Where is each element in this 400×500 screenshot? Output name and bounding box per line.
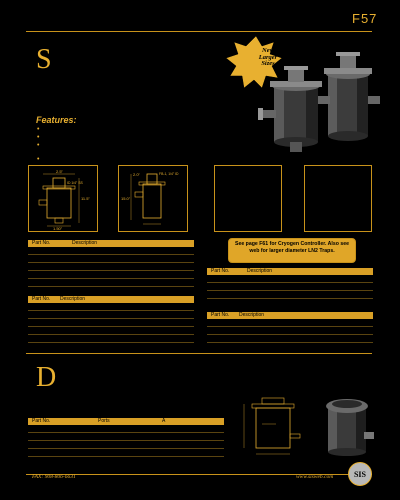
burst-line-sizes: Sizes	[261, 60, 275, 67]
col-ports: Ports	[98, 418, 110, 424]
features-label: Features:	[36, 115, 77, 125]
table-row	[28, 254, 194, 255]
page-number: F57	[352, 11, 378, 26]
dim-c-label: 1.50"	[53, 226, 63, 231]
table-row	[28, 270, 194, 271]
feature-bullet: •	[37, 142, 40, 149]
table-row	[28, 318, 194, 319]
table-row	[28, 432, 224, 433]
table-row	[207, 334, 373, 335]
table-row	[207, 342, 373, 343]
feature-bullet: •	[37, 156, 40, 163]
drawing-note: ID 1/4" SS	[67, 181, 83, 185]
cryogen-note: See page F61 for Cryogen Controller. Also see web for larger diameter LN2 Traps.	[228, 238, 356, 263]
table-row	[28, 342, 194, 343]
table-row	[28, 326, 194, 327]
table-row	[207, 282, 373, 283]
dimension-drawing-1	[29, 166, 97, 231]
table-row	[28, 278, 194, 279]
dewar-photo	[318, 392, 374, 458]
feature-bullet: •	[37, 126, 40, 133]
col-a: A	[162, 418, 166, 424]
table-header-1	[28, 240, 194, 247]
col-description: Description	[239, 312, 265, 318]
dim-b-label: 15.0"	[121, 196, 131, 201]
table-row	[28, 310, 194, 311]
burst-line-new: New	[262, 47, 274, 54]
trap-left-image	[258, 66, 322, 152]
table-row	[28, 286, 194, 287]
col-part-no: Part No.	[211, 312, 230, 318]
sis-logo	[348, 462, 372, 486]
table-header-3	[207, 268, 373, 275]
table-row	[207, 290, 373, 291]
table-header-d	[28, 418, 224, 425]
website-link[interactable]: www.sisweb.com	[296, 474, 334, 480]
drawing-note: FB-1, 1/4" ID	[159, 172, 179, 176]
drawing-box-1	[28, 165, 98, 232]
feature-bullet: •	[37, 134, 40, 141]
dimension-drawing-2	[119, 166, 187, 231]
burst-line-larger: Larger	[258, 53, 278, 61]
burst-label	[242, 48, 294, 68]
table-row	[207, 298, 373, 299]
table-row	[207, 326, 373, 327]
fax-number: FAX: 908-806-6631	[32, 474, 76, 480]
col-part-no: Part No.	[32, 418, 51, 424]
table-row	[28, 448, 224, 449]
drawing-box-4	[304, 165, 372, 232]
table-row	[28, 262, 194, 263]
col-part-no: Part No.	[32, 296, 51, 302]
col-part-no: Part No.	[32, 240, 51, 246]
col-part-no: Part No.	[211, 268, 230, 274]
drawing-box-2	[118, 165, 188, 232]
sis-logo-text: SIS	[353, 469, 366, 479]
dewar-drawing	[236, 394, 310, 460]
drawing-box-3	[214, 165, 282, 232]
section-letter-s: S	[36, 44, 52, 75]
col-description: Description	[60, 296, 86, 302]
top-rule	[26, 31, 372, 32]
dim-b-label: 11.5"	[81, 196, 90, 201]
dim-a-label: 2.0"	[133, 172, 140, 177]
col-description: Description	[247, 268, 273, 274]
col-description: Description	[72, 240, 98, 246]
table-header-4	[207, 312, 373, 319]
section-letter-d: D	[36, 362, 57, 393]
table-header-2	[28, 296, 194, 303]
section-divider	[26, 353, 372, 354]
table-row	[28, 440, 224, 441]
dim-a-label: 2.5"	[56, 169, 63, 174]
table-row	[28, 456, 224, 457]
trap-right-image	[318, 52, 380, 141]
table-row	[28, 334, 194, 335]
